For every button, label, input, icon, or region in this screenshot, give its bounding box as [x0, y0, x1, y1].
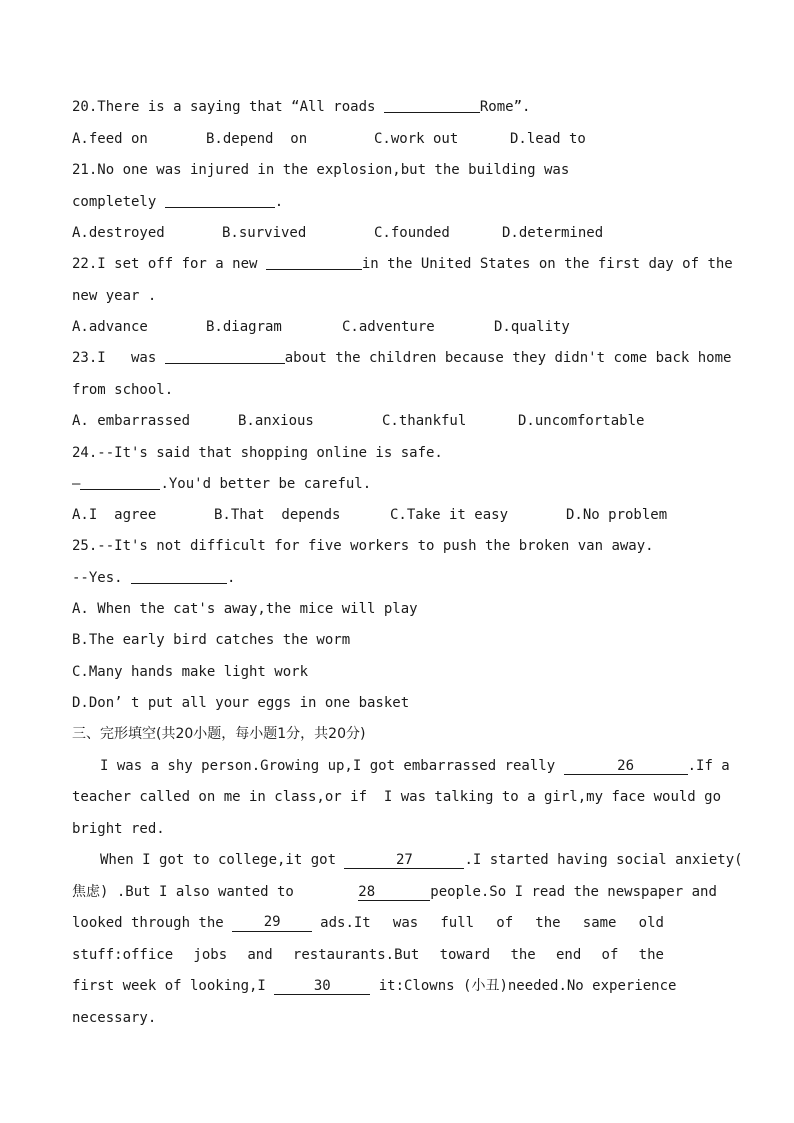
q24-answer-blank[interactable] [80, 475, 160, 490]
word: the [638, 947, 664, 963]
passage-p2-line3 [72, 914, 664, 932]
p2-l5-cjk: 小丑 [471, 978, 500, 994]
q25-option-c[interactable]: C.Many hands make light work [72, 664, 309, 680]
q21-answer-blank[interactable] [165, 193, 275, 208]
p2-l3-words [312, 914, 664, 932]
passage-p1-line3: bright red. [72, 821, 165, 837]
passage-p2-line5 [72, 977, 676, 995]
q25-reply-text: --Yes. [72, 570, 132, 586]
q24-reply-text: .You'd better be careful. [160, 476, 372, 492]
q21-stem-end: . [274, 194, 284, 210]
q24-reply-dash: — [72, 476, 81, 492]
word: restaurants.But [292, 947, 420, 963]
question-21-stem-line2 [72, 193, 283, 211]
p2-l3-text: looked through the [72, 915, 233, 931]
q20-option-c[interactable]: C.work out [374, 131, 459, 147]
p2-l5-mid: it:Clowns ( [370, 978, 472, 994]
word: the [535, 915, 561, 931]
q21-option-d[interactable]: D.determined [502, 225, 604, 241]
word: and [247, 947, 273, 963]
q22-stem-text: 22.I set off for a new [72, 256, 266, 272]
q25-answer-blank[interactable] [131, 569, 227, 584]
q21-stem-text: completely [72, 194, 165, 210]
q23-option-c[interactable]: C.thankful [382, 413, 467, 429]
q20-stem-end: Rome”. [479, 99, 531, 115]
word: old [638, 915, 664, 931]
q23-option-a[interactable]: A. embarrassed [72, 413, 191, 429]
q25-option-b[interactable]: B.The early bird catches the worm [72, 632, 351, 648]
passage-p1-line2: teacher called on me in class,or if I was talking to a girl,my face would go [72, 789, 722, 805]
passage-p2-line2 [72, 883, 717, 901]
q22-stem-end: in the United States on the first day of the [361, 256, 733, 272]
word: end [555, 947, 582, 963]
question-22-stem [72, 255, 733, 273]
blank-30[interactable]: 30 [274, 978, 370, 995]
p1-l1-end: .If a [687, 758, 730, 774]
q20-option-d[interactable]: D.lead to [510, 131, 586, 147]
word: was [392, 915, 419, 931]
q20-option-b[interactable]: B.depend on [206, 131, 308, 147]
q22-answer-blank[interactable] [266, 255, 362, 270]
question-23-stem [72, 349, 731, 367]
p2-l2-end: people.So I read the newspaper and [430, 884, 717, 900]
question-22-stem-line2: new year . [72, 288, 157, 304]
q20-stem-text: 20.There is a saying that “All roads [72, 99, 384, 115]
word: full [440, 915, 475, 931]
blank-29[interactable]: 29 [232, 914, 312, 932]
word: the [510, 947, 536, 963]
question-20-stem [72, 98, 530, 116]
passage-p2-line6: necessary. [72, 1010, 157, 1026]
q24-option-c[interactable]: C.Take it easy [390, 507, 509, 523]
question-24-stem: 24.--It's said that shopping online is safe. [72, 445, 443, 461]
q21-option-a[interactable]: A.destroyed [72, 225, 165, 241]
passage-p2-line4 [72, 946, 664, 964]
blank-28[interactable]: 28 [358, 884, 430, 901]
p2-l5-end: )needed.No experience [499, 978, 677, 994]
q23-stem-text: 23.I was [72, 350, 165, 366]
word: ads.It [320, 915, 371, 931]
q23-option-b[interactable]: B.anxious [238, 413, 314, 429]
p2-l1-end: .I started having social anxiety( [464, 852, 743, 868]
p2-l2-cjk: 焦虑 [72, 884, 100, 900]
word: of [601, 947, 619, 963]
q21-option-b[interactable]: B.survived [222, 225, 307, 241]
q22-option-c[interactable]: C.adventure [342, 319, 435, 335]
p2-l5-text: first week of looking,I [72, 978, 275, 994]
q23-answer-blank[interactable] [165, 349, 285, 364]
q20-answer-blank[interactable] [384, 98, 480, 113]
p2-l1-text: When I got to college,it got [100, 852, 345, 868]
p2-l2-text: ) .But I also wanted to [100, 884, 303, 900]
question-21-stem: 21.No one was injured in the explosion,but the building was [72, 162, 570, 178]
q25-option-a[interactable]: A. When the cat's away,the mice will play [72, 601, 418, 617]
question-25-reply [72, 569, 235, 587]
q24-option-a[interactable]: A.I agree [72, 507, 157, 523]
q24-option-b[interactable]: B.That depends [214, 507, 341, 523]
word: jobs [193, 947, 228, 963]
q21-option-c[interactable]: C.founded [374, 225, 450, 241]
word: toward [439, 947, 491, 963]
q24-option-d[interactable]: D.No problem [566, 507, 668, 523]
q22-option-b[interactable]: B.diagram [206, 319, 282, 335]
question-23-stem-line2: from school. [72, 382, 174, 398]
q25-reply-end: . [227, 570, 236, 586]
passage-p2-line1 [100, 851, 743, 869]
blank-26[interactable]: 26 [564, 758, 688, 775]
p1-l1-text: I was a shy person.Growing up,I got embarrassed really [100, 758, 564, 774]
q23-option-d[interactable]: D.uncomfortable [518, 413, 645, 429]
passage-p1-line1 [100, 757, 730, 775]
section-3-heading: 三、完形填空(共20小题，每小题1分，共20分) [72, 726, 366, 742]
question-25-stem: 25.--It's not difficult for five workers to push the broken van away. [72, 538, 654, 554]
word: stuff:office [72, 947, 174, 963]
q22-option-a[interactable]: A.advance [72, 319, 148, 335]
word: of [496, 915, 514, 931]
word: same [582, 915, 617, 931]
q23-stem-end: about the children because they didn't come back home [284, 350, 732, 366]
q22-option-d[interactable]: D.quality [494, 319, 570, 335]
q25-option-d[interactable]: D.Don’ t put all your eggs in one basket [72, 695, 410, 711]
blank-27[interactable]: 27 [344, 852, 464, 869]
question-24-reply [72, 475, 371, 493]
q20-option-a[interactable]: A.feed on [72, 131, 148, 147]
